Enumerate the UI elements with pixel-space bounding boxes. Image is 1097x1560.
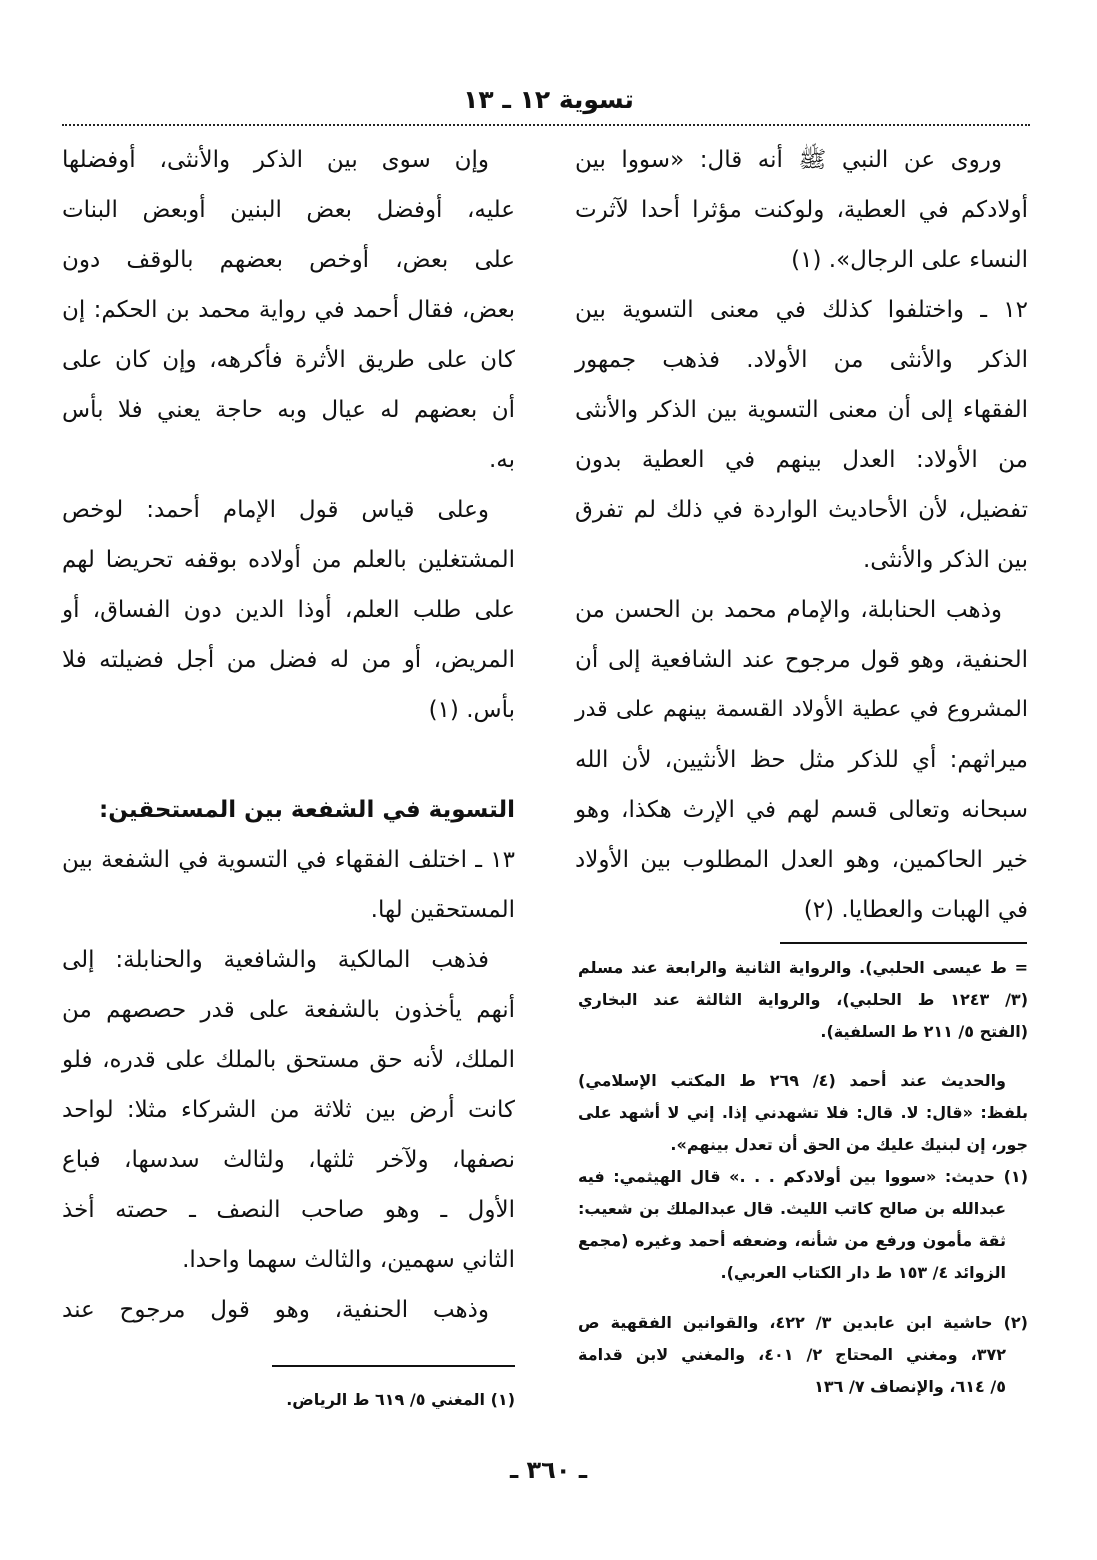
right-column-line: تفضيل، لأن الأحاديث الواردة في ذلك لم تفرق	[575, 497, 1028, 523]
footnote-line: بلفظ: «قال: لا. قال: فلا تشهدني إذا. إني لا أشهد على	[578, 1103, 1028, 1122]
footnote-line: (٢) حاشية ابن عابدين ٣/ ٤٢٢، والقوانين الفقهية ص	[578, 1313, 1028, 1332]
footnote-line: (١) حديث: «سووا بين أولادكم . . .» قال الهيثمي: فيه	[578, 1167, 1028, 1186]
left-footnotes	[62, 1384, 515, 1416]
header-dotted-rule	[62, 124, 1030, 126]
right-column-line: ميراثهم: أي للذكر مثل حظ الأنثيين، لأن الله	[575, 747, 1028, 773]
footnote-line: (الفتح ٥/ ٢١١ ط السلفية).	[820, 1022, 1028, 1041]
footnote-line: (١) المغني ٥/ ٦١٩ ط الرياض.	[286, 1390, 515, 1409]
right-column-line: أولادكم في العطية، ولوكنت مؤثرا أحدا لآثرت	[575, 197, 1028, 223]
page-number: ـ ٣٦٠ ـ	[509, 1456, 588, 1484]
footnote-line: عبدالله بن صالح كاتب الليث. قال عبدالملك بن شعيب:	[578, 1199, 1006, 1218]
left-column-line: الملك، لأنه حق مستحق بالملك على قدره، فلو	[62, 1047, 515, 1073]
right-column-line: بين الذكر والأنثى.	[862, 547, 1028, 573]
right-column-line: الذكر والأنثى من الأولاد. فذهب جمهور	[575, 347, 1028, 373]
right-footnotes	[578, 952, 1028, 1403]
footnote-line: (٣/ ١٢٤٣ ط الحلبي)، والرواية الثالثة عند البخاري	[578, 990, 1028, 1009]
footnote-line: ثقة مأمون ورفع من شأنه، وضعفه أحمد وغيره (مجمع	[578, 1231, 1006, 1250]
left-column-line: فذهب المالكية والشافعية والحنابلة: إلى	[62, 947, 489, 973]
left-column-line: وعلى قياس قول الإمام أحمد: لوخص	[62, 497, 489, 523]
left-column-line: به.	[488, 447, 515, 473]
left-column-line: على بعض، أوخص بعضهم بالوقف دون	[62, 247, 515, 273]
left-column-line: على طلب العلم، أوذا الدين دون الفساق، أو	[62, 597, 515, 623]
left-column-line: المريض، أو من له فضل من أجل فضيلته فلا	[62, 647, 515, 673]
footnote-line: جور، إن لبنيك عليك من الحق أن تعدل بينهم».	[670, 1135, 1028, 1154]
footnote-line: ٣٧٢، ومغني المحتاج ٢/ ٤٠١، والمغني لابن قدامة	[578, 1345, 1007, 1364]
left-column-line: أنهم يأخذون بالشفعة على قدر حصصهم من	[62, 997, 515, 1023]
footnote-line: والحديث عند أحمد (٤/ ٢٦٩ ط المكتب الإسلامي)	[578, 1071, 1007, 1090]
left-column-line: المستحقين لها.	[370, 897, 515, 923]
left-column-line: أن بعضهم له عيال وبه حاجة يعني فلا بأس	[62, 397, 515, 423]
right-column-line: النساء على الرجال». (١)	[791, 247, 1028, 273]
left-column-line: كان على طريق الأثرة فأكرهه، وإن كان على	[62, 347, 515, 373]
left-column-line: كانت أرض بين ثلاثة من الشركاء مثلا: لواحد	[62, 1097, 515, 1123]
right-column-line: سبحانه وتعالى قسم لهم في الإرث هكذا، وهو	[575, 797, 1028, 823]
left-column-line: الأول ـ وهو صاحب النصف ـ حصته أخذ	[62, 1197, 515, 1223]
footnote-separator	[272, 1365, 515, 1367]
left-column-line: عليه، أوفضل بعض البنين أوبعض البنات	[62, 197, 515, 223]
right-column-line: الفقهاء إلى أن معنى التسوية بين الذكر والأنثى	[575, 397, 1028, 423]
left-column-line: ١٣ ـ اختلف الفقهاء في التسوية في الشفعة بين	[62, 847, 515, 873]
right-column-line: الحنفية، وهو قول مرجوح عند الشافعية إلى أن	[575, 647, 1028, 673]
left-column-line: بعض، فقال أحمد في رواية محمد بن الحكم: إن	[62, 297, 515, 323]
right-column-line: وذهب الحنابلة، والإمام محمد بن الحسن من	[575, 597, 1002, 623]
right-column-line: المشروع في عطية الأولاد القسمة بينهم على قدر	[575, 697, 1028, 722]
right-column-line: في الهبات والعطايا. (٢)	[803, 897, 1028, 923]
section-heading: التسوية في الشفعة بين المستحقين:	[99, 797, 515, 823]
left-column-line: وذهب الحنفية، وهو قول مرجوح عند	[62, 1297, 489, 1323]
footnote-separator	[780, 942, 1027, 944]
left-column	[62, 135, 515, 1335]
running-header: تسوية ١٢ ـ ١٣	[463, 85, 634, 114]
right-column-line: وروى عن النبي ﷺ أنه قال: «سووا بين	[575, 147, 1002, 173]
right-column-line: من الأولاد: العدل بينهم في العطية بدون	[575, 447, 1028, 473]
footnote-line: الزوائد ٤/ ١٥٣ ط دار الكتاب العربي).	[720, 1263, 1006, 1282]
left-column-line: نصفها، ولآخر ثلثها، ولثالث سدسها، فباع	[62, 1147, 515, 1173]
footnote-line: = ط عيسى الحلبي). والرواية الثانية والرابعة عند مسلم	[578, 958, 1028, 977]
left-column-line: وإن سوى بين الذكر والأنثى، أوفضلها	[62, 147, 489, 173]
left-column-line: الثاني سهمين، والثالث سهما واحدا.	[182, 1247, 515, 1273]
right-column-line: خير الحاكمين، وهو العدل المطلوب بين الأولاد	[575, 847, 1028, 873]
left-column-line: المشتغلين بالعلم من أولاده بوقفه تحريضا لهم	[62, 547, 515, 573]
left-column-line: بأس. (١)	[428, 697, 515, 723]
right-column-line: ١٢ ـ واختلفوا كذلك في معنى التسوية بين	[575, 297, 1028, 323]
right-column	[575, 135, 1028, 935]
footnote-line: ٥/ ٦١٤، والإنصاف ٧/ ١٣٦	[814, 1377, 1006, 1396]
